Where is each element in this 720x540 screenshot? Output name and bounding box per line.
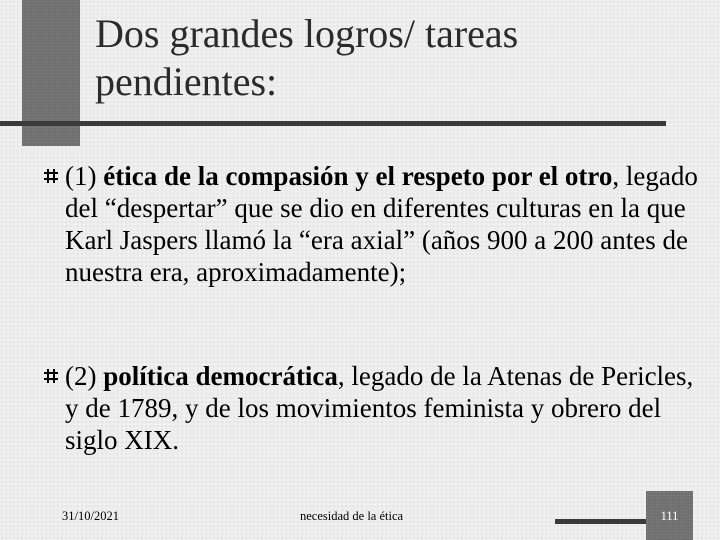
title-underline-rule — [0, 121, 666, 126]
slide-title — [95, 10, 695, 106]
footer-center-text: necesidad de la ética — [300, 509, 404, 523]
title-line-1: Dos grandes logros/ tareas — [95, 11, 519, 56]
page-number: 111 — [660, 509, 679, 523]
footer-date: 31/10/2021 — [62, 509, 119, 523]
bullet-item-1 — [65, 160, 705, 288]
bullet-item-2 — [65, 360, 705, 456]
bullet-2-bold: política democrática — [103, 361, 338, 391]
hash-bullet-icon — [44, 369, 58, 383]
footer-rule — [555, 519, 655, 524]
hash-bullet-icon — [44, 169, 58, 183]
bullet-1-bold: ética de la compasión y el respeto por el otro — [103, 161, 613, 191]
bullet-2-text: , legado de la Atenas de Pericles, y de 1789, y de los movimientos feminista y obrero del siglo XIX. — [65, 361, 694, 455]
bullet-1-text: , legado del “despertar” que se dio en diferentes culturas en la que Karl Jaspers llamó la “era axial” (años 900 a 200 antes de nuestra era, aproximadamente); — [65, 161, 698, 287]
bullet-1-prefix: (1) — [65, 161, 104, 191]
title-line-2: pendientes: — [95, 59, 278, 104]
bullet-2-prefix: (2) — [65, 361, 104, 391]
